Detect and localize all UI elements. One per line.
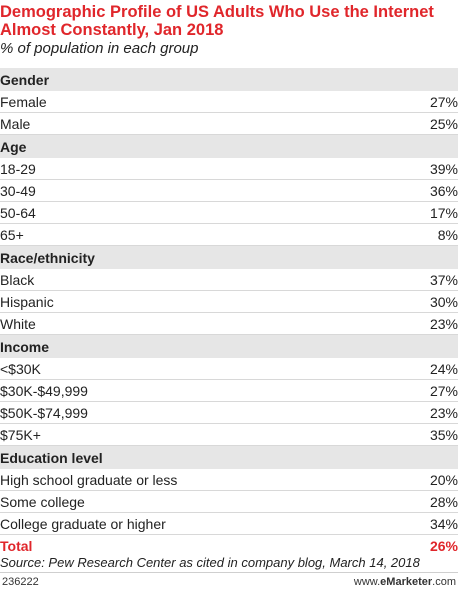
data-table [0,68,458,557]
table-row-label: Hispanic [0,294,54,310]
table-row-label: Male [0,116,31,132]
table-row-label: 65+ [0,227,24,243]
total-row-value: 26% [429,538,458,554]
table-row-label: Black [0,272,35,288]
table-row-label: $30K-$49,999 [0,383,88,399]
table-row-value: 27% [429,94,458,110]
table-row [0,202,458,224]
table-row [0,269,458,291]
table-row-label: College graduate or higher [0,516,166,532]
group-header [0,335,458,358]
table-row-value: 27% [429,383,458,399]
table-row [0,291,458,313]
brand-prefix: www. [353,576,381,588]
group-header-label: Education level [0,450,103,466]
group-header [0,446,458,469]
group-header [0,68,458,91]
table-row-label: <$30K [0,361,41,377]
table-row [0,491,458,513]
table-row-value: 39% [429,161,458,177]
table-row-label: White [0,316,36,332]
table-row-value: 30% [429,294,458,310]
table-row [0,91,458,113]
table-row-value: 23% [429,316,458,332]
table-row-value: 20% [429,472,458,488]
total-row-label: Total [0,538,33,554]
table-row-label: $75K+ [0,427,41,443]
group-header [0,246,458,269]
table-row-value: 28% [429,494,458,510]
table-row [0,180,458,202]
footer [0,572,458,589]
table-row-value: 35% [429,427,458,443]
chart-title: Demographic Profile of US Adults Who Use the Internet Almost Constantly, Jan 2018 [0,3,434,39]
table-row [0,313,458,335]
table-row-label: $50K-$74,999 [0,405,88,421]
table-row-label: 50-64 [0,205,36,221]
table-row-label: Female [0,94,47,110]
table-row [0,513,458,535]
total-row [0,535,458,557]
table-row [0,402,458,424]
table-row-label: 18-29 [0,161,36,177]
table-row-value: 34% [429,516,458,532]
table-row-value: 24% [429,361,458,377]
table-row-value: 36% [429,183,458,199]
chart-subtitle: % of population in each group [0,40,199,57]
table-row-value: 8% [437,227,458,243]
group-header-label: Race/ethnicity [0,250,95,266]
table-row [0,358,458,380]
table-row [0,424,458,446]
group-header [0,135,458,158]
table-row-value: 23% [429,405,458,421]
table-row-value: 25% [429,116,458,132]
table-row-label: High school graduate or less [0,472,178,488]
table-row [0,224,458,246]
group-header-label: Age [0,139,27,155]
brand-logo [354,576,456,588]
table-row [0,380,458,402]
group-header-label: Income [0,339,50,355]
table-row [0,469,458,491]
chart-id: 236222 [2,576,39,588]
table-row [0,158,458,180]
group-header-label: Gender [0,72,50,88]
brand-suffix: .com [432,576,456,588]
table-row-label: 30-49 [0,183,36,199]
table-row [0,113,458,135]
table-row-label: Some college [0,494,85,510]
table-row-value: 17% [429,205,458,221]
table-row-value: 37% [429,272,458,288]
brand-name: eMarketer [380,576,433,588]
source-note: Source: Pew Research Center as cited in company blog, March 14, 2018 [0,555,420,570]
